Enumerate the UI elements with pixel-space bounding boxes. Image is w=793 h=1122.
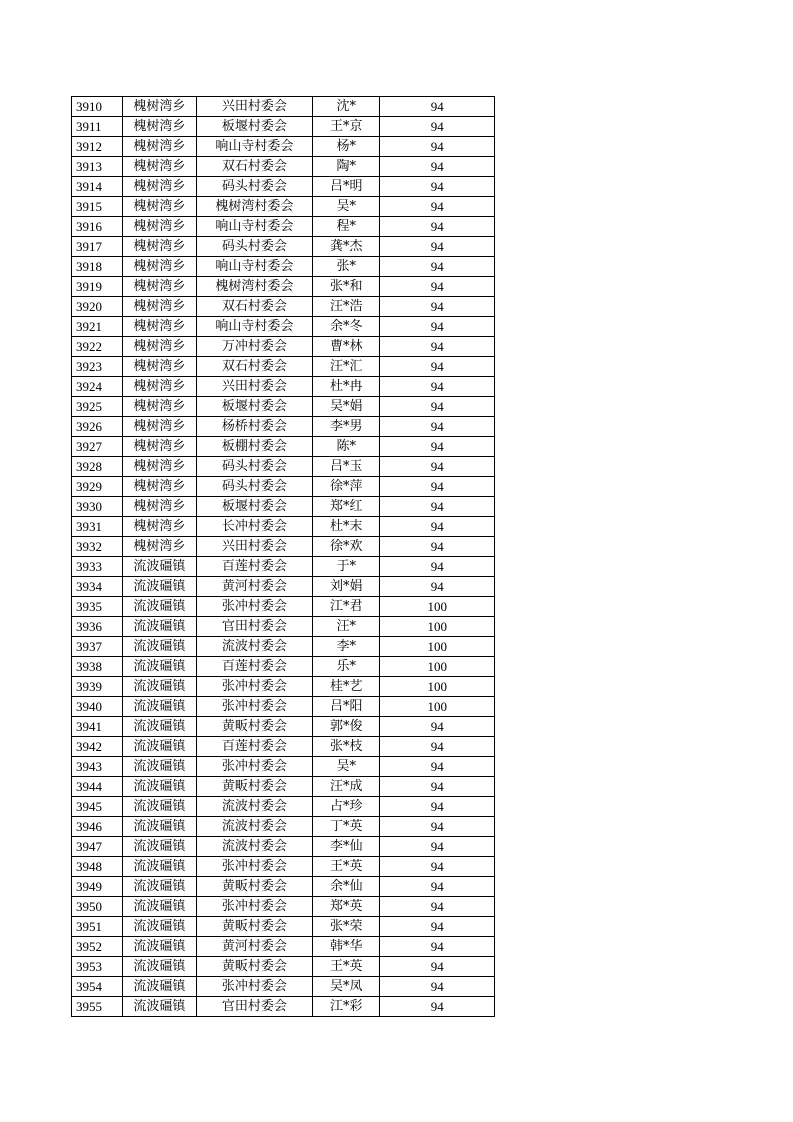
township-cell: 槐树湾乡 xyxy=(123,457,196,477)
row-number-cell: 3933 xyxy=(72,557,123,577)
row-number-cell: 3941 xyxy=(72,717,123,737)
table-row xyxy=(72,597,495,617)
village-committee-cell: 百莲村委会 xyxy=(196,557,313,577)
person-name-cell: 王*英 xyxy=(313,857,380,877)
village-committee-cell: 黄河村委会 xyxy=(196,577,313,597)
score-cell: 94 xyxy=(380,737,495,757)
village-committee-cell: 板堰村委会 xyxy=(196,397,313,417)
score-cell: 100 xyxy=(380,697,495,717)
person-name-cell: 于* xyxy=(313,557,380,577)
village-committee-cell: 兴田村委会 xyxy=(196,377,313,397)
person-name-cell: 王*京 xyxy=(313,117,380,137)
score-cell: 100 xyxy=(380,657,495,677)
person-name-cell: 曹*林 xyxy=(313,337,380,357)
row-number-cell: 3952 xyxy=(72,937,123,957)
score-cell: 94 xyxy=(380,997,495,1017)
row-number-cell: 3942 xyxy=(72,737,123,757)
score-cell: 94 xyxy=(380,157,495,177)
score-cell: 94 xyxy=(380,777,495,797)
village-committee-cell: 黄畈村委会 xyxy=(196,717,313,737)
score-cell: 100 xyxy=(380,677,495,697)
table-row xyxy=(72,177,495,197)
person-name-cell: 汪*汇 xyxy=(313,357,380,377)
person-name-cell: 王*英 xyxy=(313,957,380,977)
table-row xyxy=(72,377,495,397)
township-cell: 槐树湾乡 xyxy=(123,117,196,137)
person-name-cell: 吕*玉 xyxy=(313,457,380,477)
person-name-cell: 陶* xyxy=(313,157,380,177)
person-name-cell: 乐* xyxy=(313,657,380,677)
score-cell: 94 xyxy=(380,217,495,237)
village-committee-cell: 板堰村委会 xyxy=(196,497,313,517)
person-name-cell: 吕*明 xyxy=(313,177,380,197)
row-number-cell: 3944 xyxy=(72,777,123,797)
score-cell: 94 xyxy=(380,277,495,297)
township-cell: 槐树湾乡 xyxy=(123,97,196,117)
village-committee-cell: 张冲村委会 xyxy=(196,677,313,697)
township-cell: 槐树湾乡 xyxy=(123,157,196,177)
row-number-cell: 3948 xyxy=(72,857,123,877)
table-row xyxy=(72,937,495,957)
score-cell: 94 xyxy=(380,977,495,997)
table-row xyxy=(72,277,495,297)
table-row xyxy=(72,137,495,157)
table-row xyxy=(72,457,495,477)
table-row xyxy=(72,737,495,757)
township-cell: 流波礓镇 xyxy=(123,597,196,617)
table-row xyxy=(72,497,495,517)
table-row xyxy=(72,977,495,997)
person-name-cell: 吕*阳 xyxy=(313,697,380,717)
person-name-cell: 丁*英 xyxy=(313,817,380,837)
row-number-cell: 3919 xyxy=(72,277,123,297)
village-committee-cell: 码头村委会 xyxy=(196,177,313,197)
row-number-cell: 3920 xyxy=(72,297,123,317)
township-cell: 槐树湾乡 xyxy=(123,137,196,157)
row-number-cell: 3927 xyxy=(72,437,123,457)
township-cell: 槐树湾乡 xyxy=(123,257,196,277)
person-name-cell: 陈* xyxy=(313,437,380,457)
table-row xyxy=(72,797,495,817)
row-number-cell: 3949 xyxy=(72,877,123,897)
score-cell: 94 xyxy=(380,877,495,897)
village-committee-cell: 流波村委会 xyxy=(196,797,313,817)
township-cell: 槐树湾乡 xyxy=(123,377,196,397)
row-number-cell: 3940 xyxy=(72,697,123,717)
village-committee-cell: 兴田村委会 xyxy=(196,97,313,117)
table-row xyxy=(72,997,495,1017)
row-number-cell: 3943 xyxy=(72,757,123,777)
township-cell: 流波礓镇 xyxy=(123,737,196,757)
village-committee-cell: 双石村委会 xyxy=(196,357,313,377)
row-number-cell: 3922 xyxy=(72,337,123,357)
village-committee-cell: 板棚村委会 xyxy=(196,437,313,457)
person-name-cell: 张* xyxy=(313,257,380,277)
score-cell: 94 xyxy=(380,757,495,777)
person-name-cell: 吴*凤 xyxy=(313,977,380,997)
person-name-cell: 江*彩 xyxy=(313,997,380,1017)
table-row xyxy=(72,517,495,537)
village-committee-cell: 响山寺村委会 xyxy=(196,317,313,337)
person-name-cell: 郑*红 xyxy=(313,497,380,517)
village-committee-cell: 响山寺村委会 xyxy=(196,137,313,157)
table-row xyxy=(72,417,495,437)
township-cell: 槐树湾乡 xyxy=(123,537,196,557)
table-row xyxy=(72,297,495,317)
table-row xyxy=(72,157,495,177)
person-name-cell: 张*和 xyxy=(313,277,380,297)
village-committee-cell: 码头村委会 xyxy=(196,477,313,497)
township-cell: 流波礓镇 xyxy=(123,617,196,637)
person-name-cell: 余*仙 xyxy=(313,877,380,897)
village-committee-cell: 黄畈村委会 xyxy=(196,877,313,897)
table-row xyxy=(72,757,495,777)
person-name-cell: 刘*娟 xyxy=(313,577,380,597)
village-committee-cell: 流波村委会 xyxy=(196,837,313,857)
township-cell: 槐树湾乡 xyxy=(123,317,196,337)
row-number-cell: 3955 xyxy=(72,997,123,1017)
row-number-cell: 3934 xyxy=(72,577,123,597)
row-number-cell: 3951 xyxy=(72,917,123,937)
score-cell: 94 xyxy=(380,117,495,137)
person-name-cell: 张*荣 xyxy=(313,917,380,937)
row-number-cell: 3924 xyxy=(72,377,123,397)
table-row xyxy=(72,197,495,217)
village-committee-cell: 百莲村委会 xyxy=(196,657,313,677)
village-committee-cell: 长冲村委会 xyxy=(196,517,313,537)
score-cell: 94 xyxy=(380,357,495,377)
township-cell: 流波礓镇 xyxy=(123,577,196,597)
row-number-cell: 3945 xyxy=(72,797,123,817)
township-cell: 流波礓镇 xyxy=(123,697,196,717)
person-name-cell: 吴*娟 xyxy=(313,397,380,417)
score-cell: 100 xyxy=(380,637,495,657)
village-committee-cell: 双石村委会 xyxy=(196,297,313,317)
table-row xyxy=(72,117,495,137)
table-row xyxy=(72,237,495,257)
village-committee-cell: 张冲村委会 xyxy=(196,897,313,917)
score-cell: 94 xyxy=(380,797,495,817)
township-cell: 流波礓镇 xyxy=(123,677,196,697)
person-name-cell: 汪* xyxy=(313,617,380,637)
row-number-cell: 3953 xyxy=(72,957,123,977)
village-committee-cell: 张冲村委会 xyxy=(196,857,313,877)
table-row xyxy=(72,897,495,917)
row-number-cell: 3930 xyxy=(72,497,123,517)
row-number-cell: 3935 xyxy=(72,597,123,617)
table-row xyxy=(72,577,495,597)
table-row xyxy=(72,317,495,337)
village-committee-cell: 张冲村委会 xyxy=(196,597,313,617)
score-cell: 94 xyxy=(380,97,495,117)
person-name-cell: 李* xyxy=(313,637,380,657)
table-row xyxy=(72,357,495,377)
person-name-cell: 占*珍 xyxy=(313,797,380,817)
township-cell: 流波礓镇 xyxy=(123,957,196,977)
score-cell: 94 xyxy=(380,317,495,337)
village-committee-cell: 响山寺村委会 xyxy=(196,217,313,237)
score-cell: 94 xyxy=(380,497,495,517)
person-name-cell: 余*冬 xyxy=(313,317,380,337)
row-number-cell: 3938 xyxy=(72,657,123,677)
township-cell: 流波礓镇 xyxy=(123,657,196,677)
row-number-cell: 3929 xyxy=(72,477,123,497)
township-cell: 流波礓镇 xyxy=(123,837,196,857)
township-cell: 流波礓镇 xyxy=(123,937,196,957)
township-cell: 槐树湾乡 xyxy=(123,357,196,377)
village-committee-cell: 黄河村委会 xyxy=(196,937,313,957)
township-cell: 流波礓镇 xyxy=(123,897,196,917)
township-cell: 流波礓镇 xyxy=(123,997,196,1017)
row-number-cell: 3917 xyxy=(72,237,123,257)
village-committee-cell: 黄畈村委会 xyxy=(196,777,313,797)
person-name-cell: 郭*俊 xyxy=(313,717,380,737)
township-cell: 槐树湾乡 xyxy=(123,477,196,497)
row-number-cell: 3915 xyxy=(72,197,123,217)
person-name-cell: 沈* xyxy=(313,97,380,117)
person-name-cell: 韩*华 xyxy=(313,937,380,957)
table-row xyxy=(72,877,495,897)
township-cell: 流波礓镇 xyxy=(123,557,196,577)
score-cell: 94 xyxy=(380,197,495,217)
person-name-cell: 吴* xyxy=(313,197,380,217)
village-committee-cell: 槐树湾村委会 xyxy=(196,197,313,217)
row-number-cell: 3936 xyxy=(72,617,123,637)
score-cell: 94 xyxy=(380,957,495,977)
score-cell: 94 xyxy=(380,517,495,537)
township-cell: 槐树湾乡 xyxy=(123,397,196,417)
village-committee-cell: 兴田村委会 xyxy=(196,537,313,557)
row-number-cell: 3928 xyxy=(72,457,123,477)
village-committee-cell: 官田村委会 xyxy=(196,617,313,637)
score-cell: 100 xyxy=(380,617,495,637)
score-cell: 94 xyxy=(380,177,495,197)
score-cell: 94 xyxy=(380,537,495,557)
township-cell: 槐树湾乡 xyxy=(123,217,196,237)
township-cell: 槐树湾乡 xyxy=(123,277,196,297)
row-number-cell: 3923 xyxy=(72,357,123,377)
score-cell: 94 xyxy=(380,137,495,157)
table-row xyxy=(72,657,495,677)
row-number-cell: 3913 xyxy=(72,157,123,177)
village-committee-cell: 槐树湾村委会 xyxy=(196,277,313,297)
table-row xyxy=(72,557,495,577)
person-name-cell: 程* xyxy=(313,217,380,237)
person-name-cell: 徐*欢 xyxy=(313,537,380,557)
row-number-cell: 3932 xyxy=(72,537,123,557)
row-number-cell: 3954 xyxy=(72,977,123,997)
score-cell: 100 xyxy=(380,597,495,617)
village-committee-cell: 张冲村委会 xyxy=(196,697,313,717)
table-row xyxy=(72,777,495,797)
table-row xyxy=(72,437,495,457)
table-row xyxy=(72,637,495,657)
township-cell: 槐树湾乡 xyxy=(123,437,196,457)
row-number-cell: 3914 xyxy=(72,177,123,197)
person-name-cell: 江*君 xyxy=(313,597,380,617)
village-committee-cell: 流波村委会 xyxy=(196,817,313,837)
village-committee-cell: 板堰村委会 xyxy=(196,117,313,137)
roster-table-body xyxy=(72,97,495,1017)
row-number-cell: 3912 xyxy=(72,137,123,157)
score-cell: 94 xyxy=(380,257,495,277)
person-name-cell: 杜*冉 xyxy=(313,377,380,397)
table-row xyxy=(72,217,495,237)
score-cell: 94 xyxy=(380,917,495,937)
village-committee-cell: 黄畈村委会 xyxy=(196,957,313,977)
village-committee-cell: 张冲村委会 xyxy=(196,757,313,777)
village-committee-cell: 杨桥村委会 xyxy=(196,417,313,437)
person-name-cell: 桂*艺 xyxy=(313,677,380,697)
table-row xyxy=(72,617,495,637)
score-cell: 94 xyxy=(380,397,495,417)
table-row xyxy=(72,857,495,877)
township-cell: 流波礓镇 xyxy=(123,917,196,937)
score-cell: 94 xyxy=(380,557,495,577)
score-cell: 94 xyxy=(380,237,495,257)
village-committee-cell: 百莲村委会 xyxy=(196,737,313,757)
township-cell: 流波礓镇 xyxy=(123,717,196,737)
row-number-cell: 3921 xyxy=(72,317,123,337)
row-number-cell: 3926 xyxy=(72,417,123,437)
township-cell: 槐树湾乡 xyxy=(123,177,196,197)
person-name-cell: 李*仙 xyxy=(313,837,380,857)
village-committee-cell: 双石村委会 xyxy=(196,157,313,177)
score-cell: 94 xyxy=(380,937,495,957)
table-row xyxy=(72,917,495,937)
township-cell: 槐树湾乡 xyxy=(123,417,196,437)
township-cell: 流波礓镇 xyxy=(123,757,196,777)
score-cell: 94 xyxy=(380,857,495,877)
table-row xyxy=(72,697,495,717)
table-row xyxy=(72,717,495,737)
roster-table xyxy=(71,96,495,1017)
row-number-cell: 3925 xyxy=(72,397,123,417)
score-cell: 94 xyxy=(380,457,495,477)
score-cell: 94 xyxy=(380,817,495,837)
table-row xyxy=(72,957,495,977)
person-name-cell: 张*枝 xyxy=(313,737,380,757)
score-cell: 94 xyxy=(380,377,495,397)
person-name-cell: 龚*杰 xyxy=(313,237,380,257)
village-committee-cell: 张冲村委会 xyxy=(196,977,313,997)
table-row xyxy=(72,477,495,497)
village-committee-cell: 码头村委会 xyxy=(196,457,313,477)
table-row xyxy=(72,837,495,857)
row-number-cell: 3911 xyxy=(72,117,123,137)
township-cell: 流波礓镇 xyxy=(123,797,196,817)
row-number-cell: 3946 xyxy=(72,817,123,837)
score-cell: 94 xyxy=(380,477,495,497)
row-number-cell: 3950 xyxy=(72,897,123,917)
village-committee-cell: 万冲村委会 xyxy=(196,337,313,357)
row-number-cell: 3916 xyxy=(72,217,123,237)
table-row xyxy=(72,337,495,357)
township-cell: 槐树湾乡 xyxy=(123,497,196,517)
person-name-cell: 吴* xyxy=(313,757,380,777)
score-cell: 94 xyxy=(380,417,495,437)
village-committee-cell: 响山寺村委会 xyxy=(196,257,313,277)
score-cell: 94 xyxy=(380,717,495,737)
score-cell: 94 xyxy=(380,897,495,917)
row-number-cell: 3910 xyxy=(72,97,123,117)
row-number-cell: 3947 xyxy=(72,837,123,857)
person-name-cell: 郑*英 xyxy=(313,897,380,917)
person-name-cell: 徐*萍 xyxy=(313,477,380,497)
township-cell: 流波礓镇 xyxy=(123,817,196,837)
table-row xyxy=(72,677,495,697)
person-name-cell: 汪*成 xyxy=(313,777,380,797)
person-name-cell: 杜*末 xyxy=(313,517,380,537)
person-name-cell: 李*男 xyxy=(313,417,380,437)
village-committee-cell: 码头村委会 xyxy=(196,237,313,257)
township-cell: 槐树湾乡 xyxy=(123,517,196,537)
village-committee-cell: 流波村委会 xyxy=(196,637,313,657)
township-cell: 流波礓镇 xyxy=(123,777,196,797)
person-name-cell: 汪*浩 xyxy=(313,297,380,317)
township-cell: 流波礓镇 xyxy=(123,977,196,997)
table-row xyxy=(72,257,495,277)
village-committee-cell: 黄畈村委会 xyxy=(196,917,313,937)
township-cell: 流波礓镇 xyxy=(123,877,196,897)
score-cell: 94 xyxy=(380,437,495,457)
row-number-cell: 3939 xyxy=(72,677,123,697)
score-cell: 94 xyxy=(380,337,495,357)
table-row xyxy=(72,817,495,837)
score-cell: 94 xyxy=(380,837,495,857)
row-number-cell: 3931 xyxy=(72,517,123,537)
row-number-cell: 3937 xyxy=(72,637,123,657)
village-committee-cell: 官田村委会 xyxy=(196,997,313,1017)
table-row xyxy=(72,397,495,417)
person-name-cell: 杨* xyxy=(313,137,380,157)
township-cell: 槐树湾乡 xyxy=(123,237,196,257)
row-number-cell: 3918 xyxy=(72,257,123,277)
table-row xyxy=(72,97,495,117)
township-cell: 槐树湾乡 xyxy=(123,297,196,317)
score-cell: 94 xyxy=(380,297,495,317)
township-cell: 槐树湾乡 xyxy=(123,337,196,357)
township-cell: 流波礓镇 xyxy=(123,857,196,877)
score-cell: 94 xyxy=(380,577,495,597)
township-cell: 流波礓镇 xyxy=(123,637,196,657)
table-row xyxy=(72,537,495,557)
township-cell: 槐树湾乡 xyxy=(123,197,196,217)
